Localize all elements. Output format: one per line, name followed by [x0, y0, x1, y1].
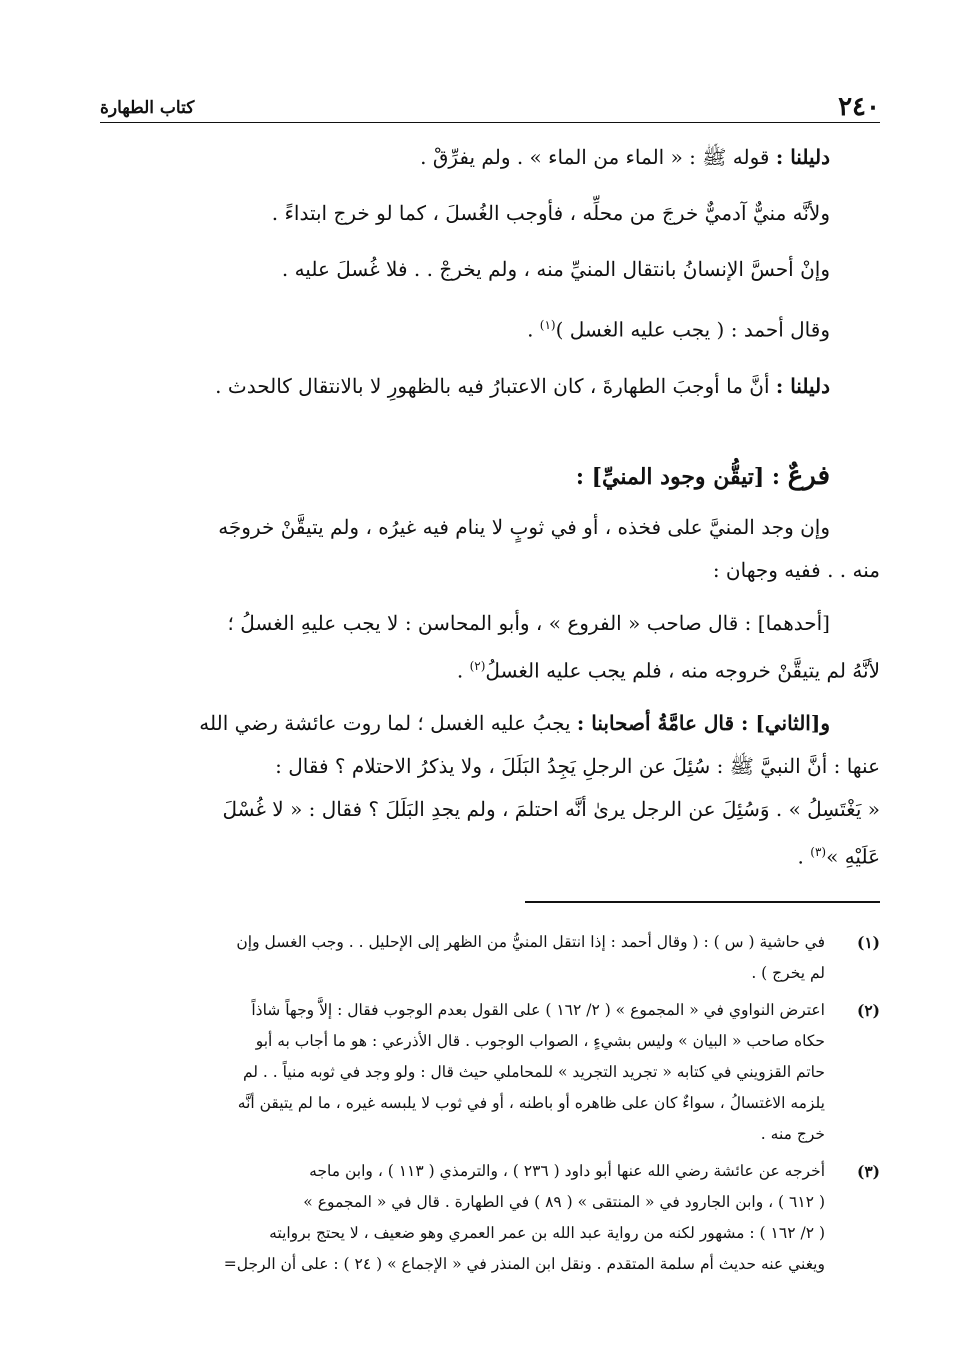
line-text: قوله ﷺ : « الماء من الماء » . ولم يفرِّقْ .: [420, 145, 776, 169]
text-line: [100, 241, 880, 297]
book-page: [100, 78, 880, 1286]
text-line: [100, 358, 880, 414]
branch-heading: [100, 448, 880, 506]
footnote-line: ( ٢/ ١٦٢ ) : مشهور لكنه من رواية عبد الله بن عمر العمري وهو ضعيف ، لا يحتج بروايته: [269, 1223, 825, 1242]
text-line: [100, 297, 880, 358]
footnote-line: ( ٦١٢ ) ، وابن الجارود في « المنتقى » ( ٨٩ ) في الطهارة . قال في « المجموع »: [303, 1192, 825, 1211]
footnote-text: [100, 1156, 825, 1280]
footnote-separator: [525, 901, 880, 903]
footnotes: [100, 927, 880, 1280]
paragraph-line: « يَغْتَسِلُ » . وَسُئِلَ عن الرجل يرىٰ أنَّه احتلمَ ، ولم يجدِ البَلَلَ ؟ فقال : « لا غُسْلَ: [222, 797, 880, 822]
paragraph: [100, 602, 880, 693]
branch-word: فرعٌ: [787, 460, 830, 491]
footnote-line: أخرجه عن عائشة رضي الله عنها أبو داود ( ٢٣٦ ) ، والترمذي ( ١١٣ ) ، وابن ماجه: [309, 1161, 825, 1180]
branch-title: : [تيقُّن وجود المنيِّ] :: [575, 463, 788, 490]
footnote-line: حكاه صاحب « البيان » وليس بشيءٍ ، الصواب الوجوب . قال الأذرعي : هو ما أجاب به أبو: [255, 1031, 825, 1050]
running-title: كتاب الطهارة: [100, 98, 195, 118]
line-text: .: [527, 317, 540, 342]
footnote-line: ويغني عنه حديث أم سلمة المتقدم . ونقل ابن المنذر في « الإجماع » ( ٢٤ ) : على أن الرجل=: [223, 1254, 825, 1273]
text-line: [100, 185, 880, 241]
main-text: [100, 129, 880, 879]
evidence-label: دليلنا :: [775, 373, 830, 398]
footnote-ref[interactable]: (١): [539, 318, 556, 332]
line-text: وقال أحمد : ( يجب عليه الغسل ): [555, 317, 830, 342]
paragraph: [100, 506, 880, 592]
footnote-line: حاتم القزويني في كتابه « تجريد التجريد » للمحاملي حيث قال : ولو وجد في ثوبه منياً . . لم: [242, 1062, 825, 1081]
footnote-text: [100, 927, 825, 989]
line-text: يجبُ عليه الغسل ؛ لما روت عائشة رضي الله: [199, 711, 577, 736]
line-text: ولأنَّه منيٌّ آدميٌّ خرجَ من محلِّه ، فأوجب الغُسلَ ، كما لو خرج ابتداءً .: [271, 201, 830, 225]
footnote: [100, 927, 880, 989]
footnote-text: [100, 995, 825, 1150]
footnote-ref[interactable]: (٢): [469, 658, 486, 673]
line-text: .: [797, 844, 811, 869]
paragraph-line: [100, 702, 880, 745]
footnote: [100, 1156, 880, 1280]
footnote: [100, 995, 880, 1150]
line-text: أنَّ ما أوجبَ الطهارةَ ، كان الاعتبارُ فيه بالظهورِ لا بالانتقال كالحدث .: [215, 373, 776, 398]
page-header: [100, 78, 880, 123]
footnote-number: (٣): [856, 1161, 880, 1181]
footnote-number: (٢): [856, 1000, 880, 1020]
footnote-line: خرج منه .: [760, 1124, 825, 1143]
lead-label: و[الثاني] : قال عامَّةُ أصحابنا :: [576, 711, 830, 736]
evidence-label: دليلنا :: [775, 145, 830, 169]
paragraph-line: [100, 831, 880, 879]
line-text: .: [456, 658, 470, 683]
footnote-line: يلزمه الاغتسالُ ، سواءٌ كان على ظاهره أو باطنه ، أو في ثوب لا يلبسه غيره ، ما لم يتيقن أنَّه: [237, 1093, 825, 1112]
footnote-number: (١): [856, 932, 880, 952]
line-text: عَلَيْهِ »: [826, 844, 880, 869]
line-text: وإنْ أحسَّ الإنسانُ بانتقال المنيِّ منه ، ولم يخرجْ . . فلا غُسلَ عليه .: [281, 257, 830, 281]
footnote-line: لم يخرج ) .: [751, 963, 825, 982]
footnote-line: في حاشية ( س ) : ( وقال أحمد : إذا انتقل المنيُّ من الظهر إلى الإحليل . . وجب الغسل وإن: [236, 932, 825, 951]
text-line: [100, 129, 880, 185]
page-number: ٢٤٠: [838, 92, 880, 122]
paragraph-line: وإن وجد المنيَّ على فخذه ، أو في ثوبٍ لا ينام فيه غيرُه ، ولم يتيقَّنْ خروجَه: [218, 514, 830, 539]
paragraph-line: [أحدهما] : قال صاحب « الفروع » ، وأبو المحاسن : لا يجب عليهِ الغسلُ ؛: [227, 610, 830, 635]
paragraph-line: منه . . ففيه وجهان :: [712, 557, 880, 582]
footnote-line: اعترض النواوي في « المجموع » ( ٢/ ١٦٢ ) على القول بعدم الوجوب فقال : إلاَّ وجهاً شاذاً: [251, 1000, 825, 1019]
paragraph-line: [100, 645, 880, 693]
paragraph-line: عنها : أنَّ النبيَّ ﷺ : سُئِلَ عن الرجلِ يَجِدُ البَلَلَ ، ولا يذكرُ الاحتلام ؟ فقال :: [275, 754, 880, 779]
footnote-ref[interactable]: (٣): [810, 845, 827, 860]
paragraph: [100, 702, 880, 879]
line-text: لأنَّهُ لم يتيقَّنْ خروجه منه ، فلم يجب عليه الغسلُ: [485, 658, 880, 683]
